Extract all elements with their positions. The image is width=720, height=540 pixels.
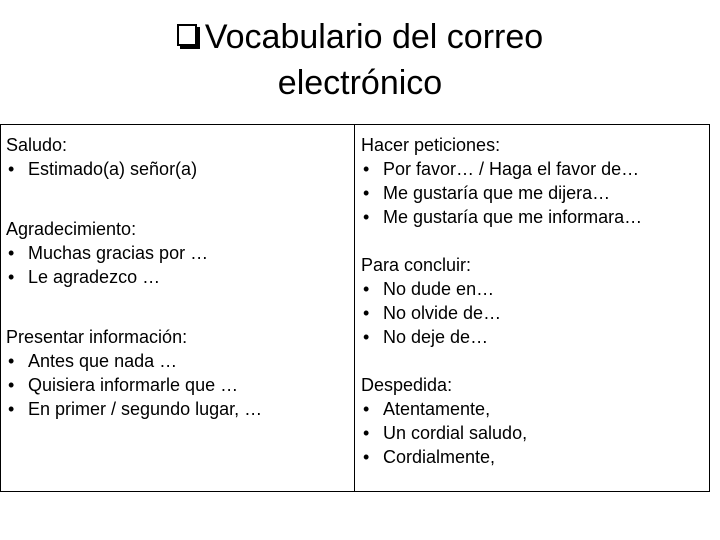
list-item: • No olvide de…	[361, 301, 642, 325]
title-text-1: Vocabulario del correo	[204, 18, 544, 56]
section-list	[6, 241, 262, 289]
section-agradecimiento	[6, 217, 262, 289]
section-despedida	[361, 373, 642, 469]
list-item: • En primer / segundo lugar, …	[6, 397, 262, 421]
list-item: • Atentamente,	[361, 397, 642, 421]
section-heading: Saludo:	[6, 135, 68, 155]
list-item: • Estimado(a) señor(a)	[6, 157, 262, 181]
list-item: • No deje de…	[361, 325, 642, 349]
list-item: • No dude en…	[361, 277, 642, 301]
list-item: • Muchas gracias por …	[6, 241, 262, 265]
list-item: • Me gustaría que me dijera…	[361, 181, 642, 205]
section-para-concluir	[361, 253, 642, 349]
section-heading: Agradecimiento:	[6, 219, 137, 239]
title-line-1	[0, 14, 720, 60]
left-column-content	[6, 133, 262, 421]
section-list	[6, 349, 262, 421]
section-list	[361, 397, 642, 469]
section-heading: Para concluir:	[361, 255, 472, 275]
list-item: • Quisiera informarle que …	[6, 373, 262, 397]
left-column	[1, 125, 355, 491]
section-list	[6, 157, 262, 181]
slide-title	[0, 14, 720, 106]
section-saludo	[6, 133, 262, 181]
list-item: • Por favor… / Haga el favor de…	[361, 157, 642, 181]
section-heading: Presentar información:	[6, 327, 188, 347]
list-item: • Un cordial saludo,	[361, 421, 642, 445]
checkbox-bullet-icon	[177, 24, 197, 46]
list-item: • Me gustaría que me informara…	[361, 205, 642, 229]
list-item: • Cordialmente,	[361, 445, 642, 469]
section-hacer-peticiones	[361, 133, 642, 229]
list-item: • Le agradezco …	[6, 265, 262, 289]
title-line-2: electrónico	[277, 64, 443, 102]
section-heading: Despedida:	[361, 375, 453, 395]
section-list	[361, 277, 642, 349]
right-column-content	[361, 133, 642, 469]
section-heading: Hacer peticiones:	[361, 135, 501, 155]
vocabulary-table	[0, 124, 710, 492]
list-item: • Antes que nada …	[6, 349, 262, 373]
section-presentar-informacion	[6, 325, 262, 421]
section-list	[361, 157, 642, 229]
right-column	[355, 125, 709, 491]
